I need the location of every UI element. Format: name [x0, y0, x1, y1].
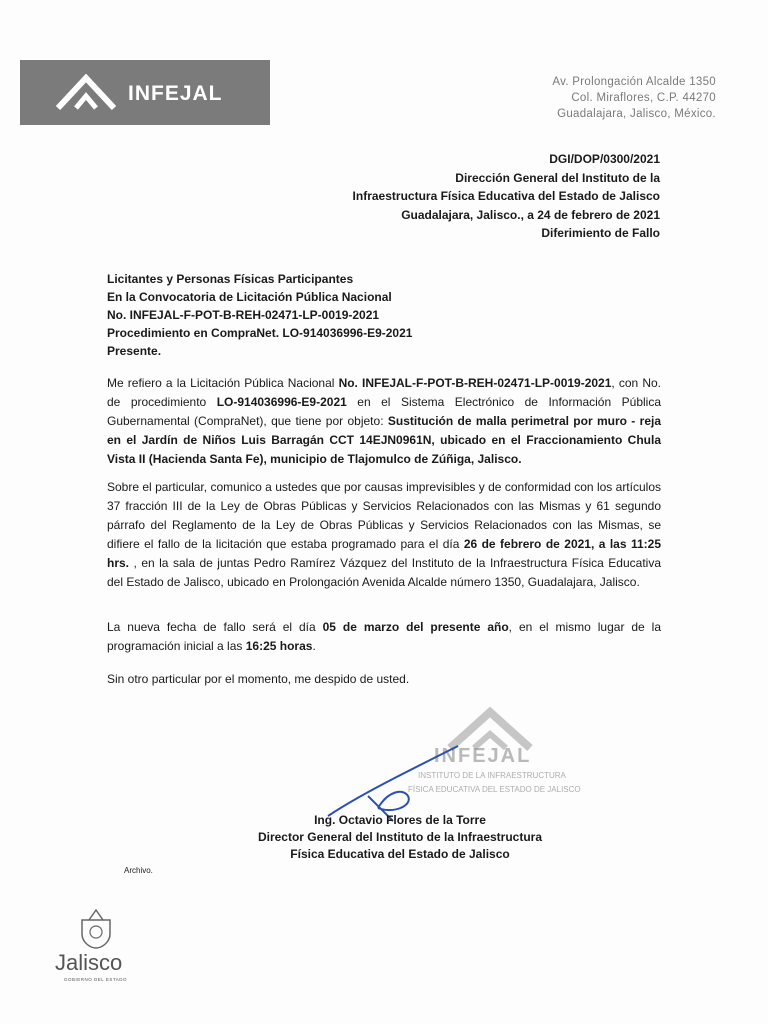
procedure-number: LO-914036996-E9-2021: [216, 395, 347, 409]
paragraph-deferral: [107, 478, 661, 592]
jalisco-coat-of-arms-icon: [74, 908, 118, 950]
paragraph-reference: [107, 374, 661, 469]
address-line: Av. Prolongación Alcalde 1350: [552, 76, 716, 88]
stamp-line: FÍSICA EDUCATIVA DEL ESTADO DE JALISCO: [408, 785, 581, 794]
text: La nueva fecha de fallo será el día: [107, 620, 323, 634]
text: .: [312, 639, 316, 653]
brand-name: INFEJAL: [128, 82, 223, 105]
new-time: 16:25 horas: [245, 639, 313, 653]
paragraph-closing: Sin otro particular por el momento, me despido de usted.: [107, 672, 410, 686]
address-line: Guadalajara, Jalisco, México.: [557, 108, 716, 120]
letterhead-banner: [20, 60, 270, 125]
recipient-line: Licitantes y Personas Físicas Participantes: [107, 272, 354, 286]
jalisco-wordmark: Jalisco: [55, 950, 123, 975]
recipients-block: [107, 270, 412, 360]
signer-title: Director General del Instituto de la Infraestructura: [257, 830, 543, 844]
reference-number: DGI/DOP/0300/2021: [549, 152, 660, 166]
address-line: Col. Miraflores, C.P. 44270: [571, 92, 716, 104]
text: Sobre el particular, comunico a ustedes que por causas imprevisibles y de conformidad con los artículos 37 fracción III de la Ley de Obras Públicas y Servicios Relacionados con las Mismas y 61 segundo párrafo del Reglamento de la Ley de Obras Públicas y Servicios Relacionados con las Mismas, se difiere el fallo de la licitación que estaba programado para el día: [107, 480, 661, 551]
recipient-line: Presente.: [107, 344, 162, 358]
subject: Diferimiento de Fallo: [541, 226, 660, 240]
signer-name: Ing. Octavio Flores de la Torre: [314, 813, 486, 827]
text: Me refiero a la Licitación Pública Nacional: [107, 376, 339, 390]
work-object: Sustitución de malla perimetral por muro - reja en el Jardín de Niños Luis Barragán CCT 14EJN0961N, ubicado en el Fraccionamiento Chula Vista II (Hacienda Santa Fe), municipio de Tlajomulco de Zúñiga, Jalisco.: [107, 414, 661, 466]
text: , en el mismo lugar de la programación inicial a las: [107, 620, 662, 653]
stamp-line: INSTITUTO DE LA INFRAESTRUCTURA: [418, 771, 566, 780]
stamp-name: INFEJAL: [434, 745, 532, 767]
paragraph-new-date: [107, 618, 661, 656]
signer-title: Física Educativa del Estado de Jalisco: [290, 847, 510, 861]
text: , con No. de procedimiento: [107, 376, 661, 409]
place-date: Guadalajara, Jalisco., a 24 de febrero de 2021: [401, 207, 660, 222]
archive-note: Archivo.: [124, 866, 153, 875]
recipient-line: En la Convocatoria de Licitación Pública Nacional: [107, 290, 392, 304]
government-label: GOBIERNO DEL ESTADO: [64, 977, 128, 982]
text: en el Sistema Electrónico de Información Pública Gubernamental (CompraNet), que tiene por objeto:: [107, 395, 662, 428]
office-line: Infraestructura Física Educativa del Estado de Jalisco: [352, 189, 660, 203]
recipient-line: Procedimiento en CompraNet. LO-914036996-E9-2021: [107, 326, 413, 340]
letterhead-address: [552, 74, 716, 122]
text: , en la sala de juntas Pedro Ramírez Vázquez del Instituto de la Infraestructura Física Educativa del Estado de Jalisco, ubicado en Prolongación Avenida Alcalde número 1350, Guadalajara, Jalisco.: [107, 556, 661, 589]
infejal-logo-icon: [54, 74, 118, 110]
new-date: 05 de marzo del presente año: [322, 620, 509, 634]
recipient-line: No. INFEJAL-F-POT-B-REH-02471-LP-0019-2021: [107, 308, 380, 322]
original-date: 26 de febrero de 2021, a las 11:25 hrs.: [107, 537, 662, 570]
bid-number: No. INFEJAL-F-POT-B-REH-02471-LP-0019-2021: [338, 376, 612, 390]
signer-block: [250, 812, 550, 863]
office-line: Dirección General del Instituto de la: [455, 170, 660, 185]
reference-block: [353, 150, 660, 243]
